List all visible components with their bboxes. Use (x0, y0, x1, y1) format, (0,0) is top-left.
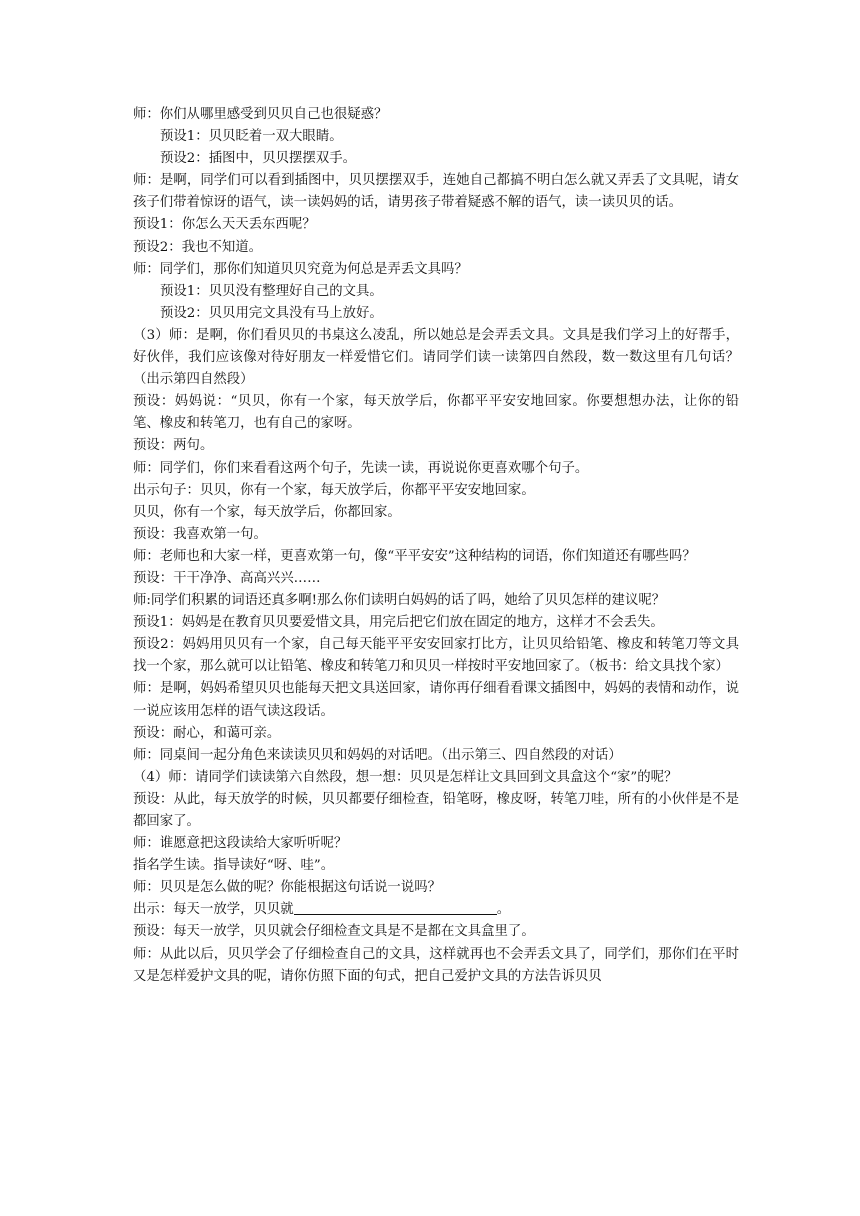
text-line: 指名学生读。指导读好“呀、哇”。 (133, 858, 335, 874)
paragraph: 师：老师也和大家一样，更喜欢第一句，像“平平安安”这种结构的词语，你们知道还有哪些吗？ (133, 548, 696, 564)
text-line: 贝贝，你有一个家，每天放学后，你都回家。 (133, 504, 401, 520)
text-line: 预设1：你怎么天天丢东西呢？ (133, 217, 316, 233)
text-line: 预设1：贝贝没有整理好自己的文具。 (160, 283, 383, 299)
text-line: 预设：耐心，和蔼可亲。 (133, 725, 281, 741)
text-line: 预设：我喜欢第一句。 (133, 526, 267, 542)
text-line: 师：你们从哪里感受到贝贝自己也很疑惑？ (133, 107, 388, 122)
document-page (133, 104, 739, 988)
paragraph: 师：是啊，同学们可以看到插图中，贝贝摆摆双手，连她自己都搞不明白怎么就又弄丢了文具呢，请女孩子们带着惊讶的语气，读一读妈妈的话，请男孩子带着疑惑不解的语气，读一读贝贝的话。 (133, 173, 739, 211)
fill-in-end-mark: 。 (496, 902, 511, 918)
text-line: 预设2：贝贝用完文具没有马上放好。 (160, 305, 383, 321)
text-line: 出示句子：贝贝，你有一个家，每天放学后，你都平平安安地回家。 (133, 482, 535, 498)
text-line: 师：同学们，那你们知道贝贝究竟为何总是弄丢文具吗？ (133, 261, 468, 277)
paragraph: 师：从此以后，贝贝学会了仔细检查自己的文具，这样就再也不会弄丢文具了，同学们，那你们在平时又是怎样爱护文具的呢，请你仿照下面的句式，把自己爱护文具的方法告诉贝贝 (133, 946, 739, 984)
text-line: 预设2：插图中，贝贝摆摆双手。 (160, 151, 356, 167)
text-line: 师：贝贝是怎么做的呢？你能根据这句话说一说吗？ (133, 880, 441, 896)
text-line: 预设：干干净净、高高兴兴…… (133, 570, 321, 586)
text-line: 师：谁愿意把这段读给大家听听呢？ (133, 836, 348, 852)
fill-in-blank (294, 900, 497, 915)
paragraph: 预设2：妈妈用贝贝有一个家，自己每天能平平安安回家打比方，让贝贝给铅笔、橡皮和转笔刀等文具找一个家，那么就可以让铅笔、橡皮和转笔刀和贝贝一样按时平安地回家了。（板书：给文具找个家） (133, 637, 739, 675)
text-line: 师：同桌间一起分角色来读读贝贝和妈妈的对话吧。（出示第三、四自然段的对话） (133, 747, 622, 763)
text-line: 预设：每天一放学，贝贝就会仔细检查文具是不是都在文具盒里了。 (133, 924, 535, 940)
text-line: 预设1：贝贝眨着一双大眼睛。 (160, 129, 343, 145)
text-line: 预设2：我也不知道。 (133, 239, 263, 255)
fill-in-sentence (133, 899, 739, 921)
text-line: 预设：两句。 (133, 438, 214, 454)
paragraph: （3）师：是啊，你们看贝贝的书桌这么凌乱，所以她总是会弄丢文具。文具是我们学习上的好帮手，好伙伴，我们应该像对待好朋友一样爱惜它们。请同学们读一读第四自然段，数一数这里有几句话？（出示第四自然段） (133, 327, 739, 388)
text-line: 师：同学们，你们来看看这两个句子，先读一读，再说说你更喜欢哪个句子。 (133, 460, 589, 476)
paragraph: 师：是啊，妈妈希望贝贝也能每天把文具送回家，请你再仔细看看课文插图中，妈妈的表情和动作，说一说应该用怎样的语气读这段话。 (133, 681, 739, 719)
text-line: 师:同学们积累的词语还真多啊!那么你们读明白妈妈的话了吗，她给了贝贝怎样的建议呢？ (133, 593, 666, 609)
fill-in-prompt: 出示：每天一放学，贝贝就 (133, 902, 294, 918)
paragraph: 预设：妈妈说：“贝贝，你有一个家，每天放学后，你都平平安安地回家。你要想想办法，让你的铅笔、橡皮和转笔刀，也有自己的家呀。 (133, 394, 739, 432)
text-line: 预设1：妈妈是在教育贝贝要爱惜文具，用完后把它们放在固定的地方，这样才不会丢失。 (133, 615, 664, 631)
paragraph: （4）师：请同学们读读第六自然段，想一想：贝贝是怎样让文具回到文具盒这个“家”的呢？ (133, 769, 678, 785)
paragraph: 预设：从此，每天放学的时候，贝贝都要仔细检查，铅笔呀，橡皮呀，转笔刀哇，所有的小伙伴是不是都回家了。 (133, 791, 739, 829)
